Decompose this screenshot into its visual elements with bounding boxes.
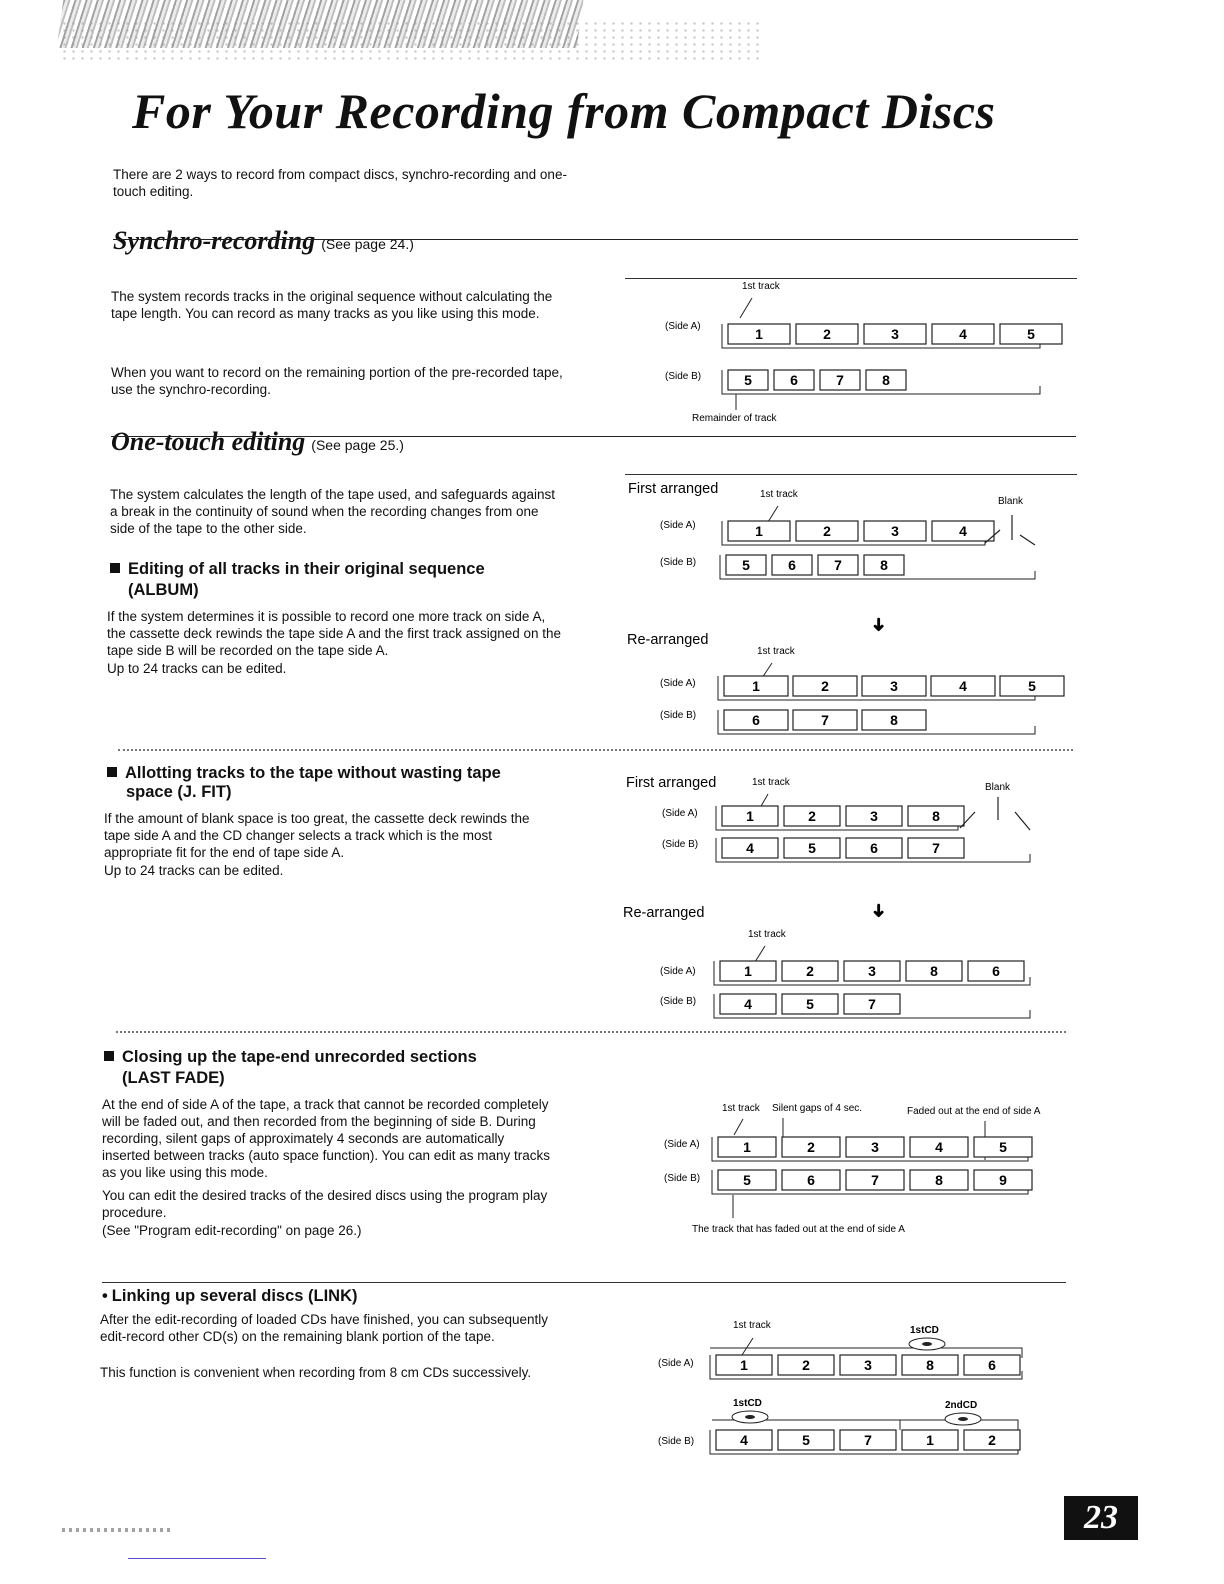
jfit-first-side-a-track-label: 8: [932, 808, 940, 824]
synchro-side-a-track-label: 3: [891, 326, 899, 342]
album-re-side-b-track-label: 7: [821, 712, 829, 728]
jfit-first-track-label: 1st track: [752, 777, 790, 788]
link-side-a-track-label: 1: [740, 1357, 748, 1373]
lastfade-side-b-label: (Side B): [664, 1173, 701, 1184]
lastfade-side-b-track-label: 9: [999, 1172, 1007, 1188]
album-note: Up to 24 tracks can be edited.: [107, 661, 287, 676]
album-body: If the system determines it is possible to record one more track on side A, the cassette deck rewinds the tape side A and the first track assigned on the tape side B will be recorded on the tape side A.: [107, 609, 562, 658]
link-side-b-track-label: 2: [988, 1432, 996, 1448]
synchro-ref: (See page 24.): [321, 236, 414, 252]
link-side-a-track-label: 8: [926, 1357, 934, 1373]
jfit-rearranged-label: Re-arranged: [623, 905, 705, 921]
link-side-a-track-label: 2: [802, 1357, 810, 1373]
jfit-down-arrow: ➜: [869, 903, 889, 919]
onetouch-title: One-touch editing (See page 25.): [111, 427, 404, 456]
synchro-para2: When you want to record on the remaining portion of the pre-recorded tape, use the synchro-recording.: [111, 365, 563, 397]
jfit-re-first-track-label: 1st track: [748, 929, 786, 940]
album-first-side-b-track-label: 6: [788, 557, 796, 573]
album-side-b-label: (Side B): [660, 557, 697, 568]
link-heading: • Linking up several discs (LINK): [102, 1287, 358, 1305]
album-re-side-a-track-label: 5: [1028, 678, 1036, 694]
synchro-first-track-label: 1st track: [742, 281, 780, 292]
link-side-a-label: (Side A): [658, 1358, 694, 1369]
lastfade-heading-2: (LAST FADE): [122, 1069, 225, 1087]
jfit-re-side-b-track-label: 7: [868, 996, 876, 1012]
link-side-a-cd-label: 1stCD: [910, 1325, 939, 1336]
album-re-side-a-track-label: 1: [752, 678, 760, 694]
jfit-side-a-label: (Side A): [662, 808, 698, 819]
synchro-side-b-label: (Side B): [665, 371, 702, 382]
lastfade-side-b-track-label: 6: [807, 1172, 815, 1188]
synchro-title: Synchro-recording (See page 24.): [113, 226, 414, 255]
link-side-b-track-label: 1: [926, 1432, 934, 1448]
album-first-side-a-track-label: 4: [959, 523, 967, 539]
album-rearranged-label: Re-arranged: [627, 632, 709, 648]
album-re-side-a-label: (Side A): [660, 678, 696, 689]
lastfade-side-a-track-label: 2: [807, 1139, 815, 1155]
lastfade-side-b-track-label: 8: [935, 1172, 943, 1188]
album-blank-label: Blank: [998, 496, 1024, 507]
link-side-b-label: (Side B): [658, 1436, 695, 1447]
lastfade-faded-label: Faded out at the end of side A: [907, 1106, 1041, 1117]
lastfade-bottom-label: The track that has faded out at the end of side A: [692, 1224, 905, 1235]
lastfade-body2: You can edit the desired tracks of the desired discs using the program play procedure.: [102, 1188, 548, 1220]
synchro-side-b-track-label: 6: [790, 372, 798, 388]
synchro-side-a-track-label: 5: [1027, 326, 1035, 342]
link-side-a-track-label: 3: [864, 1357, 872, 1373]
album-first-track-label: 1st track: [760, 489, 798, 500]
album-first-side-b-track-label: 7: [834, 557, 842, 573]
album-first-side-b-track-label: 5: [742, 557, 750, 573]
album-first-side-a-track-label: 1: [755, 523, 763, 539]
onetouch-ref: (See page 25.): [311, 437, 404, 453]
lastfade-side-b-track-label: 7: [871, 1172, 879, 1188]
jfit-heading: Allotting tracks to the tape without wasting tape: [107, 763, 567, 783]
jfit-note: Up to 24 tracks can be edited.: [104, 863, 284, 878]
jfit-first-side-b-track-label: 5: [808, 840, 816, 856]
lastfade-side-a-track-label: 3: [871, 1139, 879, 1155]
synchro-side-b-track-label: 7: [836, 372, 844, 388]
jfit-first-side-a-track-label: 3: [870, 808, 878, 824]
album-re-side-a-track-label: 4: [959, 678, 967, 694]
lastfade-side-a-track-label: 1: [743, 1139, 751, 1155]
synchro-side-a-label: (Side A): [665, 321, 701, 332]
synchro-para1: The system records tracks in the original sequence without calculating the tape length. You can record as many tracks as you like using this mode.: [111, 289, 553, 321]
jfit-body: If the amount of blank space is too great, the cassette deck rewinds the tape side A and the CD changer selects a track which is the most appropriate fit for the end of tape side A.: [104, 811, 530, 860]
jfit-heading-2: space (J. FIT): [126, 783, 232, 801]
album-re-side-b-label: (Side B): [660, 710, 697, 721]
album-first-side-a-track-label: 2: [823, 523, 831, 539]
synchro-side-a-track-label: 1: [755, 326, 763, 342]
link-body2: This function is convenient when recording from 8 cm CDs successively.: [100, 1365, 532, 1380]
lastfade-side-a-track-label: 5: [999, 1139, 1007, 1155]
link-side-b-track-label: 4: [740, 1432, 748, 1448]
jfit-first-side-a-track-label: 2: [808, 808, 816, 824]
link-side-b-cd1-label: 1stCD: [733, 1398, 762, 1409]
album-first-label: First arranged: [628, 481, 719, 497]
lastfade-side-b-track-label: 5: [743, 1172, 751, 1188]
synchro-side-b-track-label: 8: [882, 372, 890, 388]
album-re-side-a-track-label: 3: [890, 678, 898, 694]
jfit-re-side-a-track-label: 3: [868, 963, 876, 979]
jfit-blank-label: Blank: [985, 782, 1011, 793]
link-side-b-cd2-label: 2ndCD: [945, 1400, 978, 1411]
lastfade-side-a-track-label: 4: [935, 1139, 943, 1155]
album-first-side-b-track-label: 8: [880, 557, 888, 573]
lastfade-body3: (See "Program edit-recording" on page 26.): [102, 1223, 362, 1238]
jfit-re-side-b-label: (Side B): [660, 996, 697, 1007]
page-title: For Your Recording from Compact Discs: [132, 83, 996, 139]
jfit-re-side-a-track-label: 1: [744, 963, 752, 979]
lastfade-gaps-label: Silent gaps of 4 sec.: [772, 1103, 863, 1114]
onetouch-para: The system calculates the length of the tape used, and safeguards against a break in the continuity of sound when the recording changes from one side of the tape to the other side.: [110, 487, 556, 536]
jfit-first-label: First arranged: [626, 775, 717, 791]
album-down-arrow: ➜: [869, 617, 889, 633]
jfit-first-side-b-track-label: 4: [746, 840, 754, 856]
album-heading-2: (ALBUM): [128, 581, 199, 599]
album-re-side-b-track-label: 6: [752, 712, 760, 728]
lastfade-first-track-label: 1st track: [722, 1103, 760, 1114]
scan-mark: [62, 1528, 172, 1532]
intro-text: There are 2 ways to record from compact discs, synchro-recording and one-touch editing.: [113, 167, 567, 199]
link-side-b-track-label: 5: [802, 1432, 810, 1448]
lastfade-side-a-label: (Side A): [664, 1139, 700, 1150]
link-body: After the edit-recording of loaded CDs have finished, you can subsequently edit-record other CD(s) on the remaining blank portion of the tape.: [100, 1312, 549, 1344]
jfit-re-side-a-track-label: 8: [930, 963, 938, 979]
jfit-first-side-b-track-label: 6: [870, 840, 878, 856]
synchro-remainder-label: Remainder of track: [692, 413, 777, 424]
jfit-side-b-label: (Side B): [662, 839, 699, 850]
jfit-re-side-a-track-label: 2: [806, 963, 814, 979]
jfit-first-side-b-track-label: 7: [932, 840, 940, 856]
link-side-b-track-label: 7: [864, 1432, 872, 1448]
synchro-side-a-track-label: 2: [823, 326, 831, 342]
synchro-side-b-track-label: 5: [744, 372, 752, 388]
synchro-side-a-track-label: 4: [959, 326, 967, 342]
album-first-side-a-track-label: 3: [891, 523, 899, 539]
bottom-rule: [128, 1558, 266, 1559]
album-side-a-label: (Side A): [660, 520, 696, 531]
lastfade-body: At the end of side A of the tape, a track that cannot be recorded completely will be faded out, and then recorded from the beginning of side B. During recording, silent gaps of approximately 4 seconds are automatically inserted between tracks (auto space function). You can edit as many tracks as you like using this mode.: [102, 1097, 550, 1180]
lastfade-heading: Closing up the tape-end unrecorded sections: [104, 1047, 564, 1067]
jfit-first-side-a-track-label: 1: [746, 808, 754, 824]
page-number: 23: [1064, 1496, 1138, 1540]
jfit-re-side-a-track-label: 6: [992, 963, 1000, 979]
jfit-re-side-b-track-label: 4: [744, 996, 752, 1012]
jfit-re-side-b-track-label: 5: [806, 996, 814, 1012]
album-heading: Editing of all tracks in their original sequence: [110, 559, 570, 579]
jfit-re-side-a-label: (Side A): [660, 966, 696, 977]
link-side-a-track-label: 6: [988, 1357, 996, 1373]
album-re-side-b-track-label: 8: [890, 712, 898, 728]
album-re-side-a-track-label: 2: [821, 678, 829, 694]
album-re-first-track-label: 1st track: [757, 646, 795, 657]
link-first-track-label: 1st track: [733, 1320, 771, 1331]
